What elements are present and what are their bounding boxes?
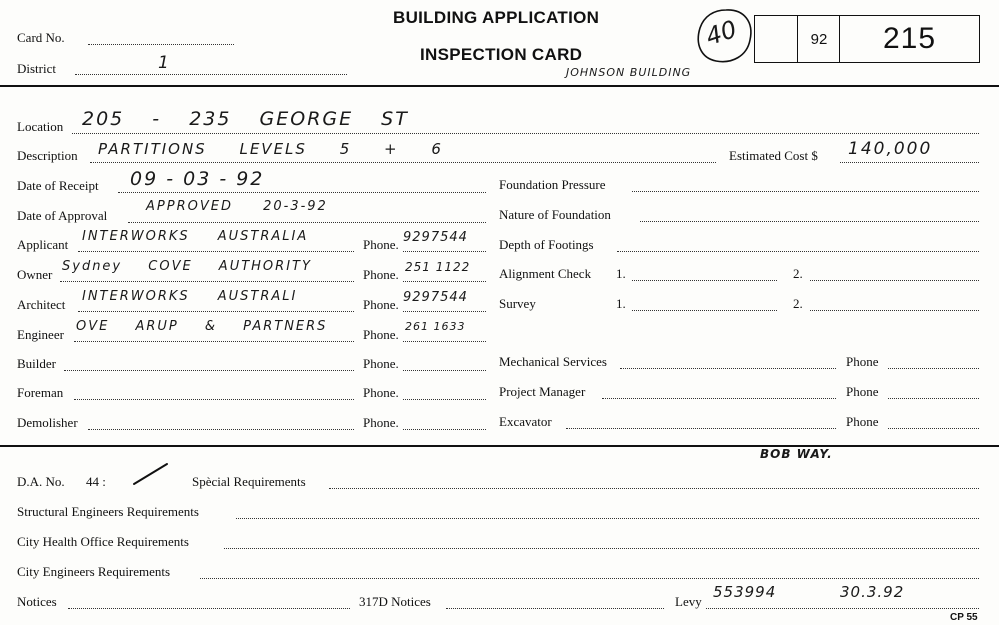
blank-box	[754, 15, 798, 63]
engineer-field[interactable]	[74, 341, 354, 342]
receipt-label: Date of Receipt	[17, 178, 99, 193]
header-divider	[0, 85, 999, 87]
demolisher-phone-label: Phone.	[363, 415, 399, 430]
approval-label: Date of Approval	[17, 208, 108, 223]
levy-label: Levy	[675, 594, 702, 609]
special-note: BOB WAY.	[760, 447, 833, 461]
engineer-phone-label: Phone.	[363, 327, 399, 342]
survey-field-1[interactable]	[632, 310, 777, 311]
title-line-1: BUILDING APPLICATION	[393, 8, 600, 27]
applicant-label: Applicant	[17, 237, 69, 252]
applicant-phone: 9297544	[403, 230, 468, 245]
nature-foundation-field[interactable]	[640, 221, 979, 222]
circled-number: 40	[702, 14, 741, 52]
building-note: JOHNSON BUILDING	[566, 66, 692, 79]
mechanical-phone-label: Phone	[846, 354, 879, 369]
description-field[interactable]	[90, 162, 716, 163]
health-label: City Health Office Requirements	[17, 534, 189, 549]
survey-num-2: 2.	[793, 296, 803, 311]
district-field[interactable]	[75, 74, 347, 75]
architect-phone-label: Phone.	[363, 297, 399, 312]
alignment-label: Alignment Check	[499, 266, 592, 281]
city-eng-field[interactable]	[200, 578, 979, 579]
engineer-value: OVE ARUP & PARTNERS	[76, 319, 328, 334]
notices-label: Notices	[17, 594, 57, 609]
demolisher-label: Demolisher	[17, 415, 78, 430]
city-eng-label: City Engineers Requirements	[17, 564, 171, 579]
approval-field[interactable]	[128, 222, 486, 223]
project-manager-field[interactable]	[602, 398, 836, 399]
architect-phone-field[interactable]	[403, 311, 486, 312]
foundation-pressure-field[interactable]	[632, 191, 979, 192]
da-value: 44 :	[86, 474, 106, 489]
owner-phone-field[interactable]	[403, 281, 486, 282]
foreman-phone-field[interactable]	[403, 399, 486, 400]
structural-label: Structural Engineers Requirements	[17, 504, 199, 519]
architect-value: INTERWORKS AUSTRALI	[82, 289, 298, 304]
alignment-num-1: 1.	[616, 266, 626, 281]
project-manager-label: Project Manager	[499, 384, 586, 399]
owner-value: Sydney COVE AUTHORITY	[62, 259, 312, 274]
location-value: 205 - 235 GEORGE ST	[82, 108, 409, 130]
excavator-phone-field[interactable]	[888, 428, 979, 429]
health-field[interactable]	[224, 548, 979, 549]
alignment-field-2[interactable]	[810, 280, 979, 281]
excavator-label: Excavator	[499, 414, 552, 429]
levy-value: 553994	[713, 583, 777, 601]
card-no-field[interactable]	[88, 44, 234, 45]
owner-label: Owner	[17, 267, 53, 282]
depth-footings-field[interactable]	[617, 251, 979, 252]
architect-label: Architect	[17, 297, 66, 312]
demolisher-field[interactable]	[88, 429, 354, 430]
demolisher-phone-field[interactable]	[403, 429, 486, 430]
estimated-cost-label: Estimated Cost $	[729, 148, 818, 163]
approval-value: APPROVED 20-3-92	[146, 199, 328, 214]
mechanical-field[interactable]	[620, 368, 836, 369]
receipt-field[interactable]	[118, 192, 486, 193]
builder-phone-field[interactable]	[403, 370, 486, 371]
foundation-pressure-label: Foundation Pressure	[499, 177, 606, 192]
description-label: Description	[17, 148, 78, 163]
levy-field[interactable]	[706, 608, 979, 609]
survey-field-2[interactable]	[810, 310, 979, 311]
notices-317d-label: 317D Notices	[359, 594, 431, 609]
card-no-label: Card No.	[17, 30, 65, 45]
builder-field[interactable]	[64, 370, 354, 371]
description-value: PARTITIONS LEVELS 5 + 6	[98, 140, 443, 158]
alignment-num-2: 2.	[793, 266, 803, 281]
engineer-phone-field[interactable]	[403, 341, 486, 342]
architect-field[interactable]	[78, 311, 354, 312]
nature-foundation-label: Nature of Foundation	[499, 207, 611, 222]
excavator-field[interactable]	[566, 428, 836, 429]
engineer-phone: 261 1633	[405, 320, 466, 333]
notices-317d-field[interactable]	[446, 608, 664, 609]
special-label: Spècial Requirements	[192, 474, 306, 489]
form-code: CP 55	[950, 612, 978, 623]
receipt-value: 09 - 03 - 92	[130, 168, 265, 190]
builder-phone-label: Phone.	[363, 356, 399, 371]
owner-phone: 251 1122	[405, 260, 471, 274]
alignment-field-1[interactable]	[632, 280, 777, 281]
district-value: 1	[158, 53, 171, 73]
applicant-value: INTERWORKS AUSTRALIA	[82, 229, 309, 244]
card-number-box	[839, 15, 980, 63]
district-label: District	[17, 61, 56, 76]
title-line-2: INSPECTION CARD	[420, 45, 583, 64]
applicant-field[interactable]	[78, 251, 354, 252]
estimated-cost-field[interactable]	[840, 162, 979, 163]
project-manager-phone-field[interactable]	[888, 398, 979, 399]
location-field[interactable]	[72, 133, 979, 134]
project-manager-phone-label: Phone	[846, 384, 879, 399]
year-box	[797, 15, 840, 63]
slash-mark-icon	[130, 460, 172, 488]
architect-phone: 9297544	[403, 290, 468, 305]
year-value: 92	[810, 30, 828, 48]
estimated-cost-value: 140,000	[848, 139, 933, 159]
excavator-phone-label: Phone	[846, 414, 879, 429]
applicant-phone-field[interactable]	[403, 251, 486, 252]
survey-label: Survey	[499, 296, 536, 311]
mechanical-phone-field[interactable]	[888, 368, 979, 369]
builder-label: Builder	[17, 356, 56, 371]
special-field[interactable]	[329, 488, 979, 489]
owner-phone-label: Phone.	[363, 267, 399, 282]
engineer-label: Engineer	[17, 327, 64, 342]
structural-field[interactable]	[236, 518, 979, 519]
survey-num-1: 1.	[616, 296, 626, 311]
mechanical-label: Mechanical Services	[499, 354, 607, 369]
foreman-field[interactable]	[74, 399, 354, 400]
depth-footings-label: Depth of Footings	[499, 237, 594, 252]
owner-field[interactable]	[60, 281, 354, 282]
location-label: Location	[17, 119, 64, 134]
foreman-label: Foreman	[17, 385, 64, 400]
notices-field[interactable]	[68, 608, 350, 609]
foreman-phone-label: Phone.	[363, 385, 399, 400]
levy-date: 30.3.92	[840, 583, 905, 601]
applicant-phone-label: Phone.	[363, 237, 399, 252]
da-label: D.A. No.	[17, 474, 65, 489]
main-divider	[0, 445, 999, 447]
card-number: 215	[882, 22, 937, 55]
